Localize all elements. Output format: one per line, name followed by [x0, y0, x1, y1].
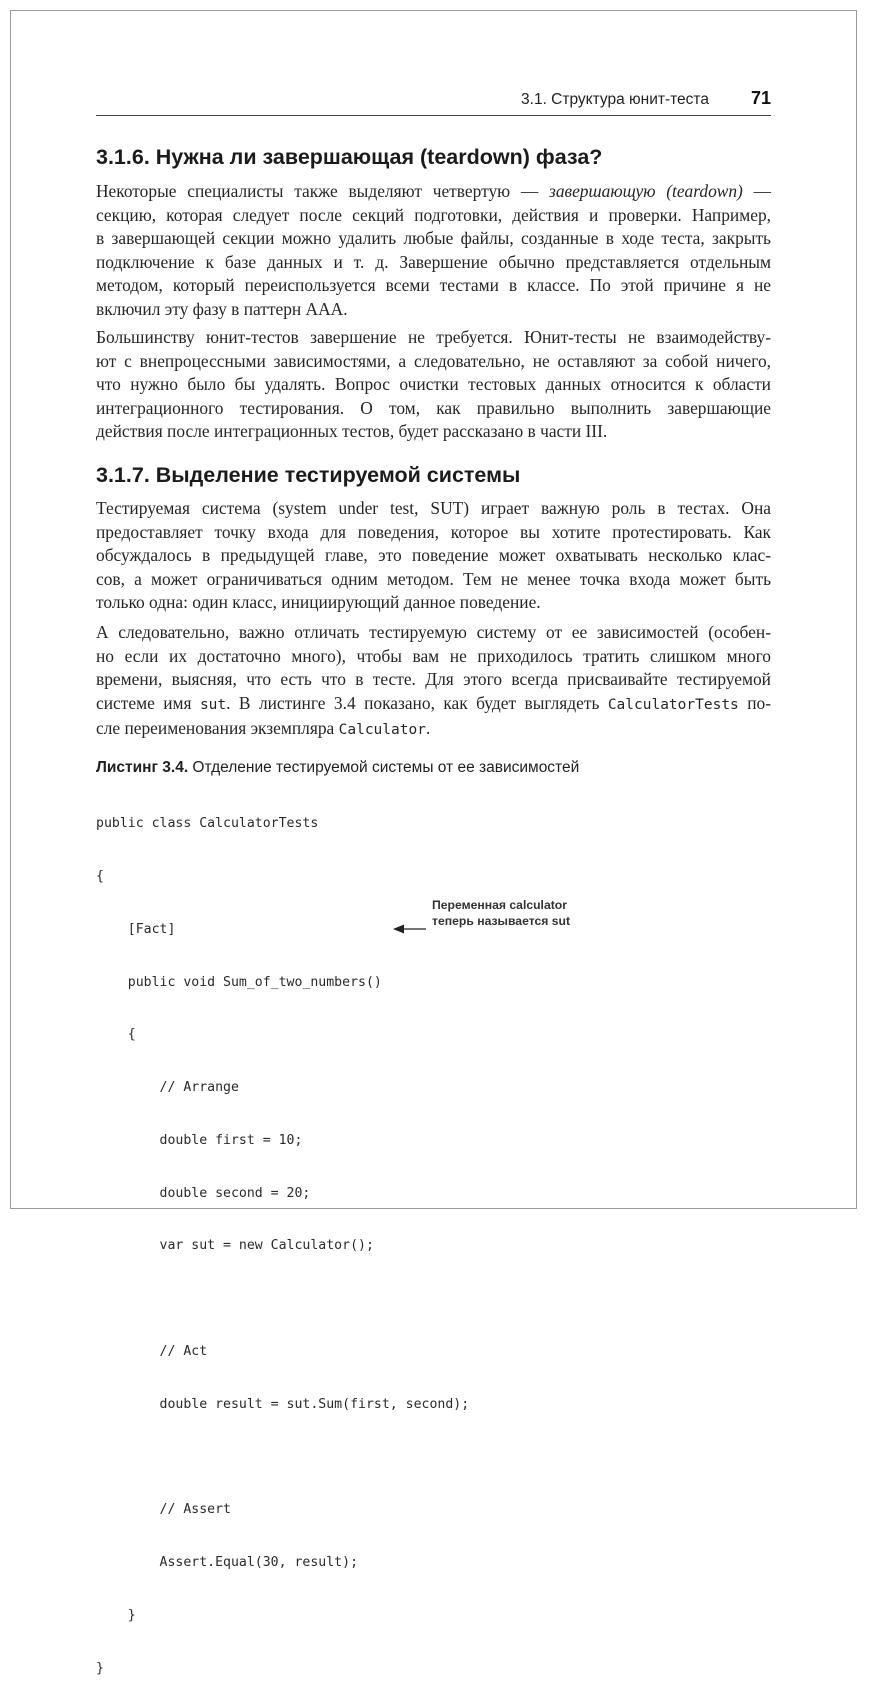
running-head: [96, 88, 771, 114]
code-line: double first = 10;: [96, 1132, 303, 1148]
code-line: // Arrange: [96, 1080, 239, 1096]
code-line: [96, 1449, 469, 1467]
arrow-left-icon: [393, 923, 427, 935]
code-listing: [96, 780, 469, 1695]
inline-code-calculatortests: CalculatorTests: [607, 696, 739, 713]
code-annotation: Переменная calculator теперь называется sut: [432, 898, 571, 928]
code-line: public class CalculatorTests: [96, 816, 319, 832]
listing-label: Листинг 3.4.: [96, 759, 189, 776]
code-line: Assert.Equal(30, result);: [96, 1555, 359, 1571]
emphasis-teardown: завершающую (teardown): [549, 181, 743, 201]
header-rule: [96, 115, 771, 116]
section-heading-3-1-6: 3.1.6. Нужна ли завершающая (teardown) фаза?: [96, 145, 603, 169]
code-line: [Fact]: [96, 921, 176, 937]
paragraph-sut-intro: Тестируемая система (system under test, SUT) играет важную роль в тестах. Она предоставляет точку входа для поведения, которое вы хотите протестировать. Как обсуждалось в предыдущей главе, это поведение может охватывать несколько клас- сов, а может ограничиваться одним методом. Тем не менее точка входа может быть только одна: один класс, инициирующий данное поведение.: [96, 498, 771, 612]
code-line: var sut = new Calculator();: [96, 1238, 374, 1254]
code-line: public void Sum_of_two_numbers(): [96, 974, 382, 990]
code-line: // Act: [96, 1344, 208, 1359]
code-line: }: [96, 1660, 104, 1676]
code-line: double result = sut.Sum(first, second);: [96, 1396, 470, 1412]
page-number: 71: [750, 88, 771, 108]
paragraph-sut-naming: А следовательно, важно отличать тестируемую систему от ее зависимостей (особен- но если их достаточно много), чтобы вам не приходилось тратить слишком много времени, выясняя, что есть что в тесте. Для этого всегда присваивайте тестируемой системе имя sut. В листинге 3.4 показано, как будет выглядеть CalculatorTests по- сле переименования экземпляра Calculator.: [96, 622, 771, 738]
running-head-title: 3.1. Структура юнит-теста: [521, 91, 709, 108]
paragraph-teardown-unit-tests: Большинству юнит-тестов завершение не требуется. Юнит-тесты не взаимодейству- ют с внепроцессными зависимостями, а следовательно, не оставляют за собой ничего, что нужно было бы удалять. Вопрос очистки тестовых данных относится к области интеграционного тестирования. О том, как правильно выполнить завершающие действия после интеграционных тестов, будет рассказано в части III.: [96, 327, 771, 441]
code-line: }: [96, 1607, 136, 1623]
code-line: // Assert: [96, 1502, 231, 1518]
code-line: double second = 20;: [96, 1185, 311, 1201]
section-heading-3-1-7: 3.1.7. Выделение тестируемой системы: [96, 463, 521, 487]
code-line: {: [96, 868, 104, 884]
code-line: [96, 1290, 469, 1308]
listing-caption: Листинг 3.4. Отделение тестируемой системы от ее зависимостей: [96, 759, 580, 776]
inline-code-sut: sut: [199, 696, 227, 713]
paragraph-teardown-intro: Некоторые специалисты также выделяют четвертую — завершающую (teardown) — секцию, которая следует после секций подготовки, действия и проверки. Например, в завершающей секции можно удалить любые файлы, созданные в ходе теста, закрыть подключение к базе данных и т. д. Завершение обычно представляется отдельным методом, который переиспользуется всеми тестами в классе. По этой причине я не включил эту фазу в паттерн AAA.: [96, 181, 772, 319]
code-line: {: [96, 1027, 136, 1043]
inline-code-calculator: Calculator: [338, 722, 426, 738]
